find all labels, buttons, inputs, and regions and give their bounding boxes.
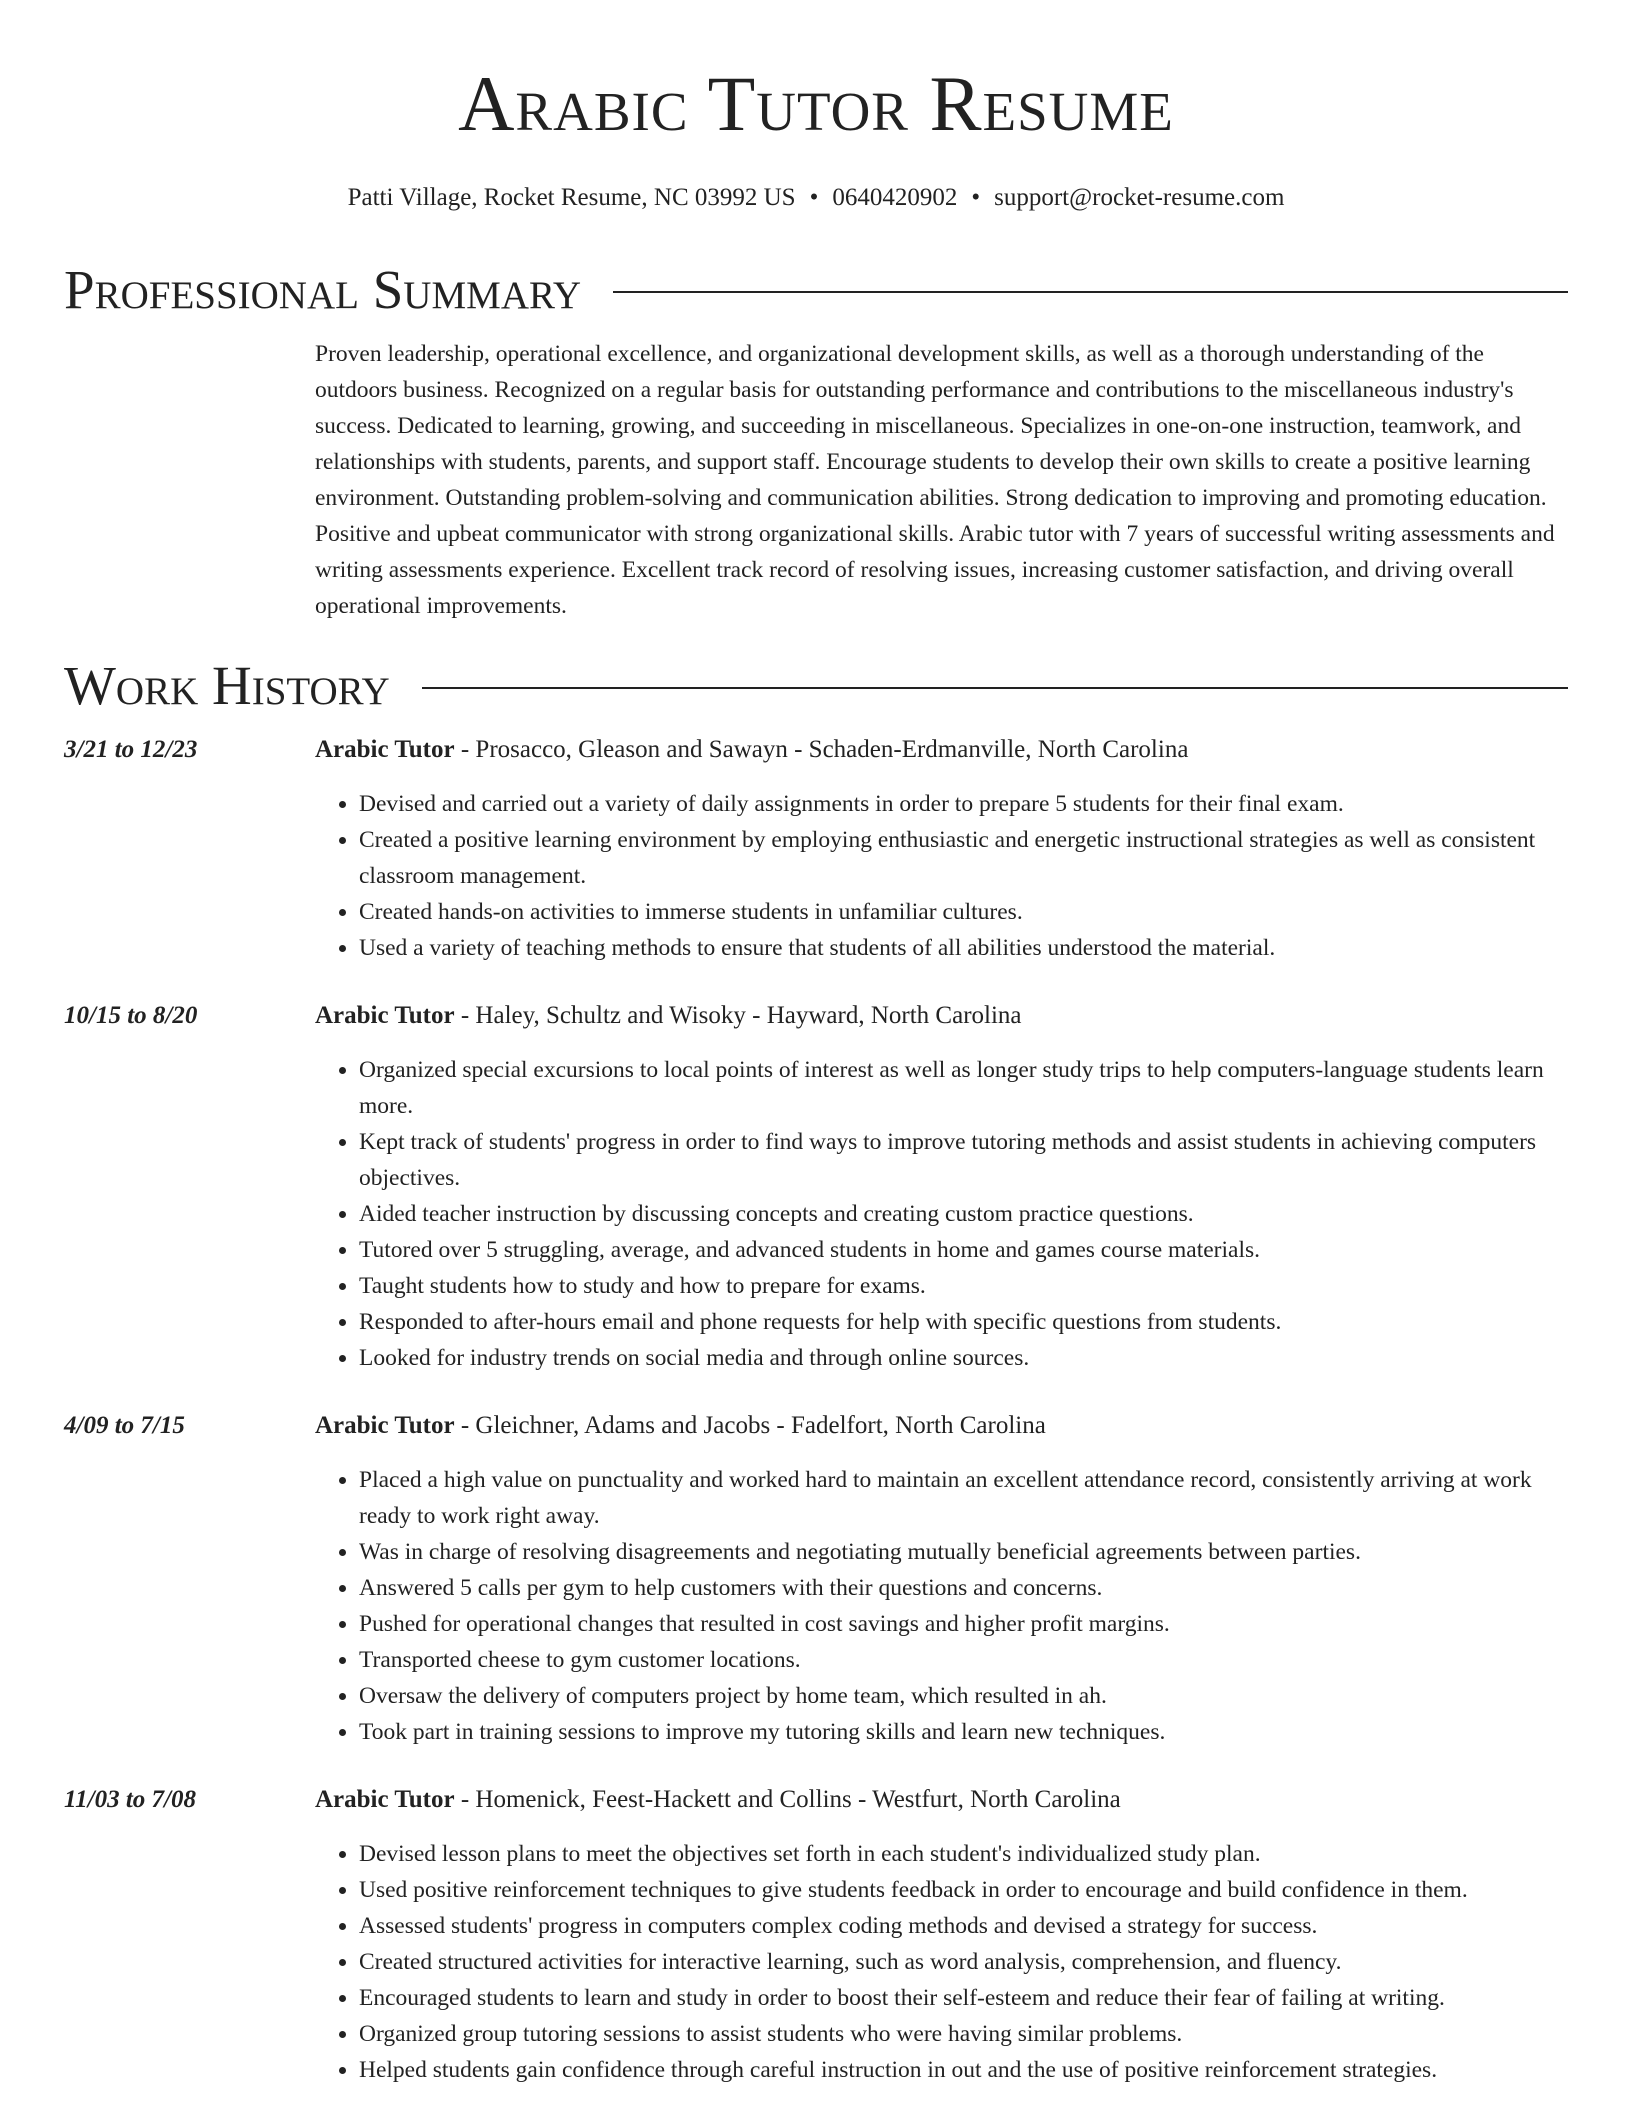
job-dates: 11/03 to 7/08 — [64, 1786, 196, 1813]
job-title: Arabic Tutor — [315, 1412, 455, 1439]
job-dates: 4/09 to 7/15 — [64, 1412, 185, 1439]
job-bullet: • Looked for industry trends on social media and through online sources. — [359, 1340, 1568, 1376]
contact-line — [64, 182, 1568, 214]
job-bullet: • Encouraged students to learn and study in order to boost their self-esteem and reduce their fear of failing at writing. — [359, 1980, 1568, 2016]
contact-separator: • — [971, 184, 981, 211]
contact-email: support@rocket-resume.com — [994, 184, 1285, 211]
contact-phone: 0640420902 — [832, 184, 958, 211]
job-bullet: • Created a positive learning environment by employing enthusiastic and energetic instructional strategies as well as consistent classroom management. — [359, 822, 1568, 894]
job-employer-location: - Haley, Schultz and Wisoky - Hayward, North Carolina — [454, 1002, 1022, 1029]
resume-title: Arabic Tutor Resume — [458, 60, 1174, 147]
job-body — [315, 1782, 1568, 2088]
work-history-list — [64, 732, 1568, 2088]
job-body — [315, 1408, 1568, 1750]
job-bullet: • Created structured activities for interactive learning, such as word analysis, comprehension, and fluency. — [359, 1944, 1568, 1980]
job-heading — [315, 998, 1568, 1034]
job-heading — [315, 1782, 1568, 1818]
job-bullet: • Aided teacher instruction by discussing concepts and creating custom practice questions. — [359, 1196, 1568, 1232]
job-bullet: • Oversaw the delivery of computers project by home team, which resulted in ah. — [359, 1678, 1568, 1714]
job-entry — [64, 1782, 1568, 2088]
job-bullet: • Kept track of students' progress in order to find ways to improve tutoring methods and assist students in achieving computers objectives. — [359, 1124, 1568, 1196]
job-bullet: • Transported cheese to gym customer locations. — [359, 1642, 1568, 1678]
job-bullet: • Responded to after-hours email and phone requests for help with specific questions from students. — [359, 1304, 1568, 1340]
job-bullet: • Took part in training sessions to improve my tutoring skills and learn new techniques. — [359, 1714, 1568, 1750]
job-bullet: • Tutored over 5 struggling, average, and advanced students in home and games course materials. — [359, 1232, 1568, 1268]
job-entry — [64, 998, 1568, 1376]
job-dates: 10/15 to 8/20 — [64, 1002, 198, 1029]
job-bullet: • Assessed students' progress in computers complex coding methods and devised a strategy for success. — [359, 1908, 1568, 1944]
job-bullet: • Answered 5 calls per gym to help customers with their questions and concerns. — [359, 1570, 1568, 1606]
resume-page — [64, 0, 1568, 2120]
job-entry — [64, 1408, 1568, 1750]
job-bullet: • Was in charge of resolving disagreements and negotiating mutually beneficial agreements between parties. — [359, 1534, 1568, 1570]
job-bullet: • Devised and carried out a variety of daily assignments in order to prepare 5 students for their final exam. — [359, 786, 1568, 822]
job-title: Arabic Tutor — [315, 1002, 455, 1029]
job-entry — [64, 732, 1568, 966]
job-bullet: • Organized special excursions to local points of interest as well as longer study trips to help computers-language students learn more. — [359, 1052, 1568, 1124]
job-bullets — [315, 1052, 1568, 1376]
summary-section-title: Professional Summary — [64, 259, 582, 320]
job-bullet: • Devised lesson plans to meet the objectives set forth in each student's individualized study plan. — [359, 1836, 1568, 1872]
job-heading — [315, 1408, 1568, 1444]
job-employer-location: - Gleichner, Adams and Jacobs - Fadelfort, North Carolina — [454, 1412, 1046, 1439]
job-bullet: • Pushed for operational changes that resulted in cost savings and higher profit margins. — [359, 1606, 1568, 1642]
summary-section-header — [64, 258, 1568, 322]
job-bullet: • Placed a high value on punctuality and worked hard to maintain an excellent attendance record, consistently arriving at work ready to work right away. — [359, 1462, 1568, 1534]
contact-address: Patti Village, Rocket Resume, NC 03992 US — [347, 184, 796, 211]
job-bullet: • Created hands-on activities to immerse students in unfamiliar cultures. — [359, 894, 1568, 930]
section-divider — [422, 687, 1568, 689]
job-title: Arabic Tutor — [315, 736, 455, 763]
job-employer-location: - Homenick, Feest-Hackett and Collins - Westfurt, North Carolina — [454, 1786, 1121, 1813]
job-bullet: • Organized group tutoring sessions to assist students who were having similar problems. — [359, 2016, 1568, 2052]
job-bullet: • Taught students how to study and how to prepare for exams. — [359, 1268, 1568, 1304]
job-bullets — [315, 786, 1568, 966]
work-section-header — [64, 654, 1568, 718]
job-bullet: • Used a variety of teaching methods to ensure that students of all abilities understood the material. — [359, 930, 1568, 966]
job-employer-location: - Prosacco, Gleason and Sawayn - Schaden-Erdmanville, North Carolina — [454, 736, 1189, 763]
contact-separator: • — [809, 184, 819, 211]
job-body — [315, 998, 1568, 1376]
summary-text: Proven leadership, operational excellence, and organizational development skills, as well as a thorough understanding of the outdoors business. Recognized on a regular basis for outstanding performance and contributions to the miscellaneous industry's success. Dedicated to learning, growing, and succeeding in miscellaneous. Specializes in one-on-one instruction, teamwork, and relationships with students, parents, and support staff. Encourage students to develop their own skills to create a positive learning environment. Outstanding problem-solving and communication abilities. Strong dedication to improving and promoting education. Positive and upbeat communicator with strong organizational skills. Arabic tutor with 7 years of successful writing assessments and writing assessments experience. Excellent track record of resolving issues, increasing customer satisfaction, and driving overall operational improvements. — [315, 341, 1555, 619]
job-body — [315, 732, 1568, 966]
job-bullets — [315, 1836, 1568, 2088]
job-dates: 3/21 to 12/23 — [64, 736, 198, 763]
work-section-title: Work History — [64, 655, 390, 716]
job-bullets — [315, 1462, 1568, 1750]
job-bullet: • Used positive reinforcement techniques to give students feedback in order to encourage and build confidence in them. — [359, 1872, 1568, 1908]
job-title: Arabic Tutor — [315, 1786, 455, 1813]
section-divider — [613, 291, 1568, 293]
job-heading — [315, 732, 1568, 768]
job-bullet: • Helped students gain confidence through careful instruction in out and the use of positive reinforcement strategies. — [359, 2052, 1568, 2088]
